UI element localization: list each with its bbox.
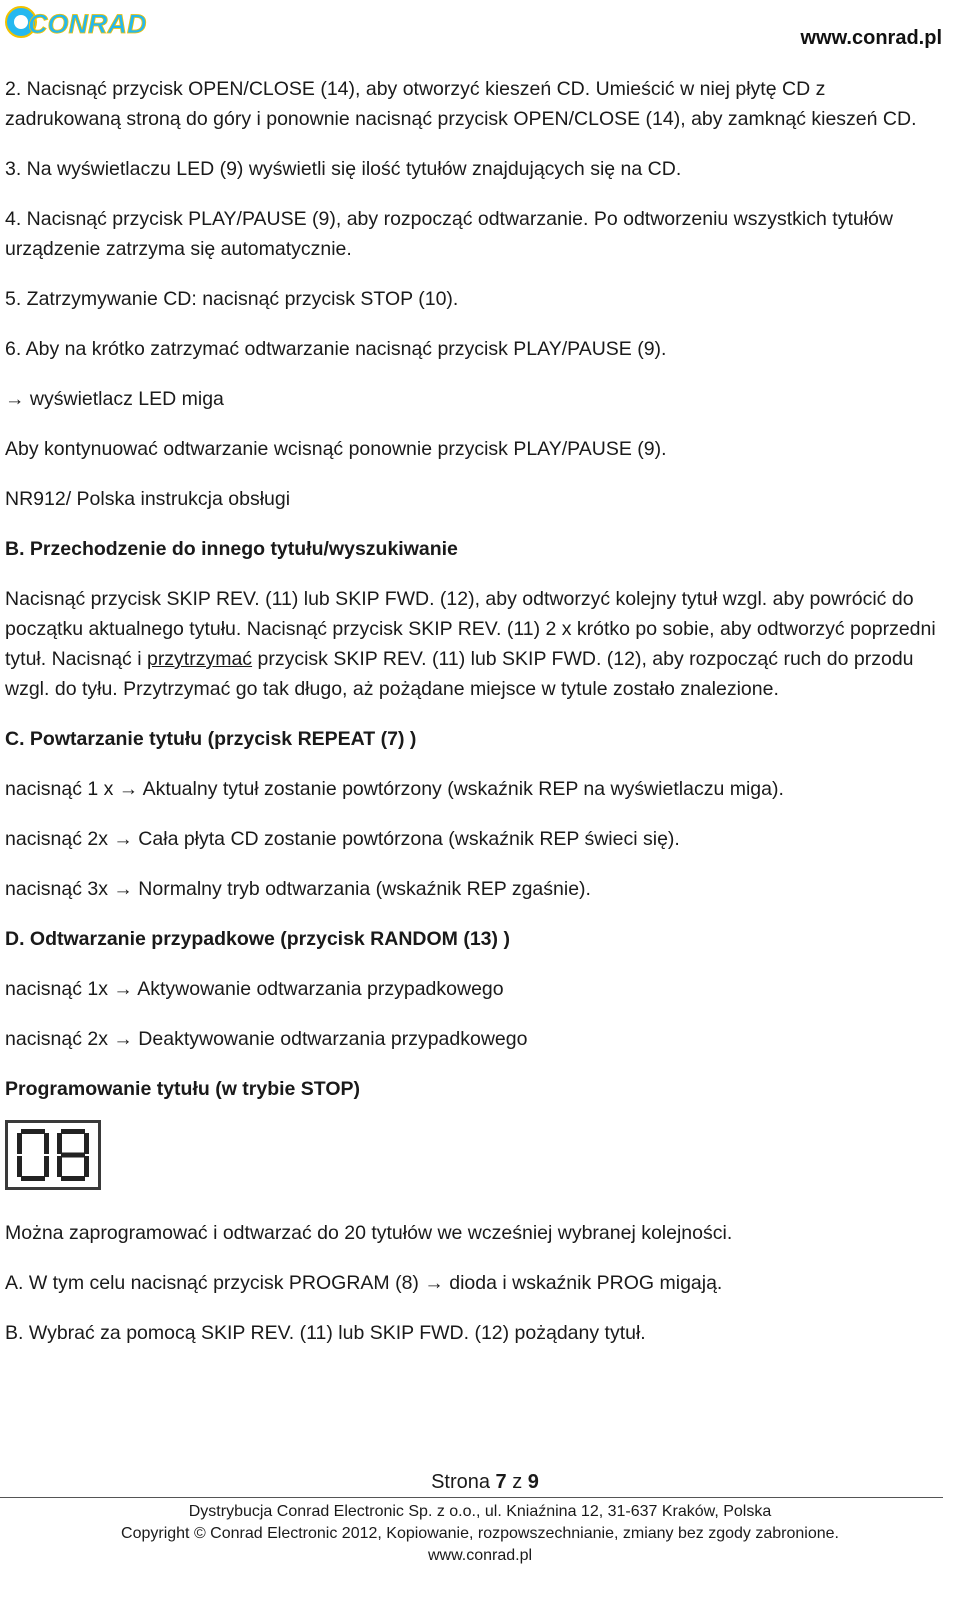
page-current: 7 bbox=[495, 1471, 507, 1493]
step-6: 6. Aby na krótko zatrzymać odtwarzanie nacisnąć przycisk PLAY/PAUSE (9). bbox=[5, 338, 667, 360]
section-heading-d: D. Odtwarzanie przypadkowe (przycisk RANDOM (13) ) bbox=[5, 928, 510, 950]
repeat-step-1: nacisnąć 1 x → Aktualny tytuł zostanie powtórzony (wskaźnik REP na wyświetlaczu miga). bbox=[5, 778, 784, 800]
step-5: 5. Zatrzymywanie CD: nacisnąć przycisk STOP (10). bbox=[5, 288, 459, 310]
segment-digit-0 bbox=[16, 1128, 50, 1182]
random-step-2: nacisnąć 2x → Deaktywowanie odtwarzania przypadkowego bbox=[5, 1028, 528, 1050]
programming-info: Można zaprogramować i odtwarzać do 20 tytułów we wcześniej wybranej kolejności. bbox=[5, 1222, 733, 1244]
repeat-step-3: nacisnąć 3x → Normalny tryb odtwarzania (wskaźnik REP zgaśnie). bbox=[5, 878, 591, 900]
programming-step-b: B. Wybrać za pomocą SKIP REV. (11) lub SKIP FWD. (12) pożądany tytuł. bbox=[5, 1322, 646, 1344]
step-2: 2. Nacisnąć przycisk OPEN/CLOSE (14), aby otworzyć kieszeń CD. Umieścić w niej płytę CD z zadrukowaną stroną do góry i ponownie nacisnąć przycisk OPEN/CLOSE (14), aby zamknąć kieszeń CD. bbox=[5, 78, 917, 130]
skip-underlined-word: przytrzymać bbox=[146, 648, 253, 670]
repeat-step-2: nacisnąć 2x → Cała płyta CD zostanie powtórzona (wskaźnik REP świeci się). bbox=[5, 828, 680, 850]
led-blink-note: → wyświetlacz LED miga bbox=[5, 388, 224, 410]
footer-url[interactable]: www.conrad.pl bbox=[427, 1547, 533, 1564]
conrad-logo bbox=[4, 2, 154, 42]
footer-distribution: Dystrybucja Conrad Electronic Sp. z o.o., ul. Kniaźnina 12, 31-637 Kraków, Polska bbox=[188, 1503, 772, 1520]
resume-note: Aby kontynuować odtwarzanie wcisnąć ponownie przycisk PLAY/PAUSE (9). bbox=[5, 438, 667, 460]
page-separator: z bbox=[506, 1471, 528, 1493]
page-total: 9 bbox=[527, 1471, 539, 1493]
logo-wordmark: CONRAD bbox=[28, 9, 147, 39]
step-4: 4. Nacisnąć przycisk PLAY/PAUSE (9), aby rozpocząć odtwarzanie. Po odtworzeniu wszystkich tytułów urządzenie zatrzyma się automatycznie. bbox=[5, 208, 893, 260]
skip-text-1: Nacisnąć przycisk SKIP REV. (11) lub SKIP FWD. (12), aby odtworzyć kolejny tytuł wzgl. aby powrócić do początku aktualnego tytułu. Nacisnąć przycisk SKIP REV. (11) 2 x krótko po sobie, aby odtworzyć poprzedni tytuł. Nacisnąć i bbox=[5, 588, 936, 670]
footer-copyright: Copyright © Conrad Electronic 2012, Kopiowanie, rozpowszechnianie, zmiany bez zgody zabronione. bbox=[121, 1525, 839, 1542]
step-3: 3. Na wyświetlaczu LED (9) wyświetli się ilość tytułów znajdujących się na CD. bbox=[5, 158, 682, 180]
section-heading-c: C. Powtarzanie tytułu (przycisk REPEAT (7) ) bbox=[5, 728, 417, 750]
random-step-1: nacisnąć 1x → Aktywowanie odtwarzania przypadkowego bbox=[5, 978, 504, 1000]
footer-divider bbox=[0, 1497, 943, 1498]
page-number bbox=[10, 1468, 960, 1496]
skip-text-2: przycisk SKIP REV. (11) lub SKIP FWD. (12), aby rozpocząć ruch do przodu wzgl. do tyłu. Przytrzymać go tak długo, aż pożądane miejsce w tytule zostało znalezione. bbox=[5, 648, 914, 700]
section-heading-programming: Programowanie tytułu (w trybie STOP) bbox=[5, 1078, 361, 1100]
section-heading-b: B. Przechodzenie do innego tytułu/wyszukiwanie bbox=[5, 538, 458, 560]
segment-digit-8 bbox=[56, 1128, 90, 1182]
page-prefix: Strona bbox=[431, 1471, 496, 1493]
page-footer bbox=[0, 1468, 960, 1496]
programming-step-a: A. W tym celu nacisnąć przycisk PROGRAM (8) → dioda i wskaźnik PROG migają. bbox=[5, 1272, 723, 1294]
led-display-illustration bbox=[5, 1120, 101, 1190]
footer-text bbox=[0, 1501, 960, 1567]
header-url[interactable]: www.conrad.pl bbox=[800, 27, 942, 49]
document-body bbox=[5, 74, 945, 1348]
skip-paragraph bbox=[5, 584, 945, 704]
document-reference: NR912/ Polska instrukcja obsługi bbox=[5, 488, 291, 510]
